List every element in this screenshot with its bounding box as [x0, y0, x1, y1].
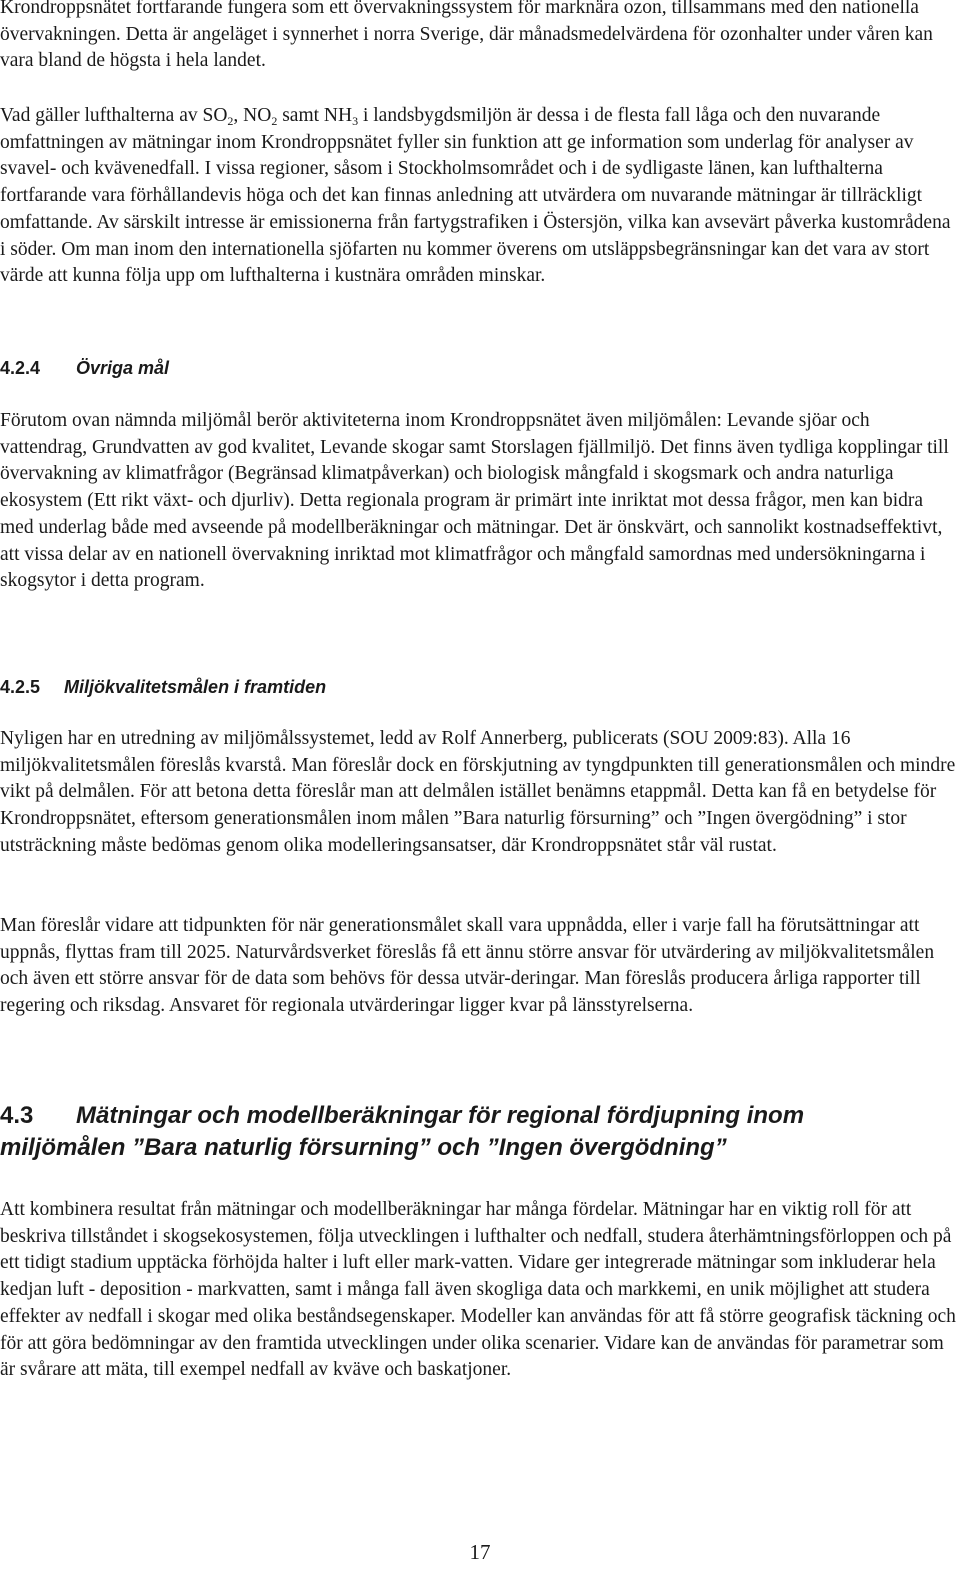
text-run: i landsbygdsmiljön är dessa i de flesta fall låga och den nuvarande omfattningen av mätningar inom Krondroppsnätet fyller sin funktion att ge information som underlag för analyser av svavel- och kvävenedfall. I vissa regioner, såsom i Stockholmsområdet och i de sydligaste länen, kan lufthalterna fortfarande vara förhållandevis höga och det kan finnas anledning att utvärdera om nuvarande mätningar är tillräckligt omfattande. Av särskilt intresse är emissionerna från fartygstrafiken i Östersjön, vilka kan avsevärt påverka kustområdena i söder. Om man inom den internationella sjöfarten nu kommer överens om utsläppsbegränsningar kan det vara av stort värde att kunna följa upp om lufthalterna i kustnära områden minskar.	[0, 105, 951, 287]
heading-number: 4.3	[0, 1102, 34, 1129]
paragraph-air-concentrations	[0, 103, 958, 290]
subscript: 2	[271, 114, 278, 128]
text-run: samt NH	[277, 105, 353, 126]
paragraph-ozone: Krondroppsnätet fortfarande fungera som ett övervakningssystem för marknära ozon, tillsammans med den nationella övervakningen. Detta är angeläget i synnerhet i norra Sverige, där månadsmedelvärdena för ozonhalter under våren kan vara bland de högsta i hela landet.	[0, 0, 933, 72]
subscript: 2	[227, 114, 234, 128]
paragraph-measurements-models: Att kombinera resultat från mätningar och modellberäkningar har många fördelar. Mätningar har en viktig roll för att beskriva tillståndet i skogsekosystemen, följa utvecklingen i lufthalter och nedfall, studera återhämtningsförloppen och på ett tidigt stadium upptäcka förhöjda halter i luft eller mark-vatten. Vidare ger integrerade mätningar som inkluderar hela kedjan luft - deposition - markvatten, samt i många fall även skogliga data och markkemi, en unik möjlighet att studera effekter av nedfall i skogar med olika beståndsegenskaper. Modeller kan användas för att få större geografisk täckning och för att göra bedömningar av den framtida utvecklingen under olika scenarier. Vidare kan de användas för parametrar som är svårare att mäta, till exempel nedfall av kväve och baskatjoner.	[0, 1199, 956, 1381]
heading-title: Övriga mål	[76, 358, 170, 378]
text-run: , NO	[233, 105, 272, 126]
heading-number: 4.2.5	[0, 677, 41, 697]
page-number: 17	[469, 1540, 491, 1564]
paragraph-future-goals: Nyligen har en utredning av miljömålssystemet, ledd av Rolf Annerberg, publicerats (SOU 2009:83). Alla 16 miljökvalitetsmålen föreslås kvarstå. Man föreslår dock en förskjutning av tyngdpunkten till generationsmålen och mindre vikt på delmålen. För att betona detta föreslår man att delmålen istället benämns etappmål. Detta kan få en betydelse för Krondroppsnätet, eftersom generationsmålen inom målen ”Bara naturlig försurning” och ”Ingen övergödning” i stor utsträckning måste bedömas genom olika modelleringsansatser, där Krondroppsnätet står väl rustat.	[0, 728, 956, 856]
heading-title: Mätningar och modellberäkningar för regional fördjupning inom miljömålen ”Bara naturlig försurning” och ”Ingen övergödning”	[0, 1102, 805, 1161]
subscript: 3	[352, 114, 359, 128]
heading-4-2-4	[0, 357, 169, 379]
heading-4-2-5	[0, 676, 326, 698]
heading-4-3	[0, 1100, 900, 1164]
paragraph-generation-goal: Man föreslår vidare att tidpunkten för när generationsmålet skall vara uppnådda, eller i varje fall ha förutsättningar att uppnås, flyttas fram till 2025. Naturvårdsverket föreslås få ett ännu större ansvar för utvärdering av miljökvalitetsmålen och även ett större ansvar för de data som behövs för dessa utvär-deringar. Man föreslås producera årliga rapporter till regering och riksdag. Ansvaret för regionala utvärderingar ligger kvar på länsstyrelserna.	[0, 915, 935, 1017]
text-run: Vad gäller lufthalterna av SO	[0, 105, 228, 126]
paragraph-other-goals: Förutom ovan nämnda miljömål berör aktiviteterna inom Krondroppsnätet även miljömålen: Levande sjöar och vattendrag, Grundvatten av god kvalitet, Levande skogar samt Storslagen fjällmiljö. Det finns även tydliga kopplingar till övervakning av klimatfrågor (Begränsad klimatpåverkan) och biologisk mångfald i skogsmark och andra naturliga ekosystem (Ett rikt växt- och djurliv). Detta regionala program är primärt inte inriktat mot dessa frågor, men kan bidra med underlag både med avseende på modellberäkningar och mätningar. Det är önskvärt, och sannolikt kostnadseffektivt, att vissa delar av en nationell övervakning inriktad mot klimatfrågor och mångfald samordnas med undersökningarna i skogsytor i detta program.	[0, 410, 949, 592]
heading-number: 4.2.4	[0, 358, 41, 378]
heading-title: Miljökvalitetsmålen i framtiden	[64, 677, 327, 697]
